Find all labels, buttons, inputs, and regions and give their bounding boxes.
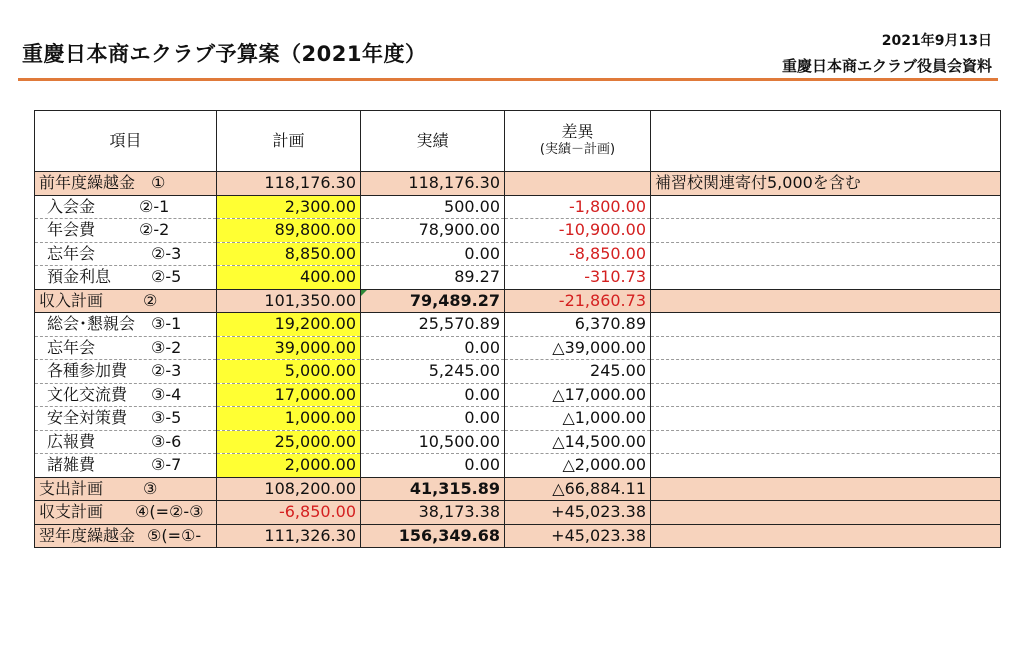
cell-actual-value: 79,489.27 [409,290,500,310]
cell-item [35,454,217,478]
table-row [35,266,1001,290]
cell-diff: △1,000.00 [505,407,651,431]
table-row [35,524,1001,548]
cell-item [35,313,217,337]
item-code: ③-5 [151,408,182,428]
cell-note [651,242,1001,266]
cell-diff: △17,000.00 [505,383,651,407]
cell-note [651,477,1001,501]
table-row [35,336,1001,360]
table-row [35,195,1001,219]
cell-diff: 6,370.89 [505,313,651,337]
cell-actual: 0.00 [361,454,505,478]
item-label: 諸雑費 [47,455,96,475]
cell-actual: 5,245.00 [361,360,505,384]
cell-item [35,383,217,407]
item-label: 前年度繰越金 [39,173,136,193]
cell-note [651,383,1001,407]
cell-plan: 5,000.00 [217,360,361,384]
item-label: 広報費 [47,431,96,451]
item-code: ④(=②-③ [135,502,204,522]
table-row [35,430,1001,454]
cell-item [35,360,217,384]
cell-plan: -6,850.00 [217,501,361,525]
cell-plan: 17,000.00 [217,383,361,407]
cell-note [651,336,1001,360]
cell-item [35,242,217,266]
cell-actual: 38,173.38 [361,501,505,525]
cell-plan: 89,800.00 [217,219,361,243]
item-label: 総会･懇親会 [47,314,136,334]
table-row [35,313,1001,337]
cell-actual: 0.00 [361,407,505,431]
cell-plan: 108,200.00 [217,477,361,501]
cell-item [35,430,217,454]
cell-item [35,524,217,548]
cell-note [651,195,1001,219]
table-row [35,407,1001,431]
item-code: ② [143,290,158,310]
cell-diff: +45,023.38 [505,524,651,548]
table-row [35,289,1001,313]
table-row [35,454,1001,478]
cell-note [651,289,1001,313]
cell-actual: 0.00 [361,242,505,266]
cell-actual: 118,176.30 [361,172,505,196]
cell-diff [505,172,651,196]
cell-note [651,501,1001,525]
col-header-diff-label: 差異 [561,122,594,141]
item-code: ②-5 [151,267,182,287]
table-row [35,242,1001,266]
cell-note [651,454,1001,478]
cell-plan: 2,300.00 [217,195,361,219]
col-header-actual: 実績 [361,111,505,172]
cell-diff: -21,860.73 [505,289,651,313]
cell-marker-icon [361,290,367,296]
cell-diff: △14,500.00 [505,430,651,454]
page-title: 重慶日本商エクラブ予算案（2021年度） [22,42,427,66]
cell-item [35,266,217,290]
cell-plan: 8,850.00 [217,242,361,266]
document-org: 重慶日本商エクラブ役員会資料 [781,57,992,75]
table-row [35,501,1001,525]
table-row [35,172,1001,196]
cell-item [35,477,217,501]
cell-item [35,195,217,219]
item-label: 安全対策費 [47,408,128,428]
cell-plan: 19,200.00 [217,313,361,337]
table-row [35,383,1001,407]
cell-note [651,219,1001,243]
item-label: 忘年会 [47,337,96,357]
cell-diff: +45,023.38 [505,501,651,525]
item-code: ②-1 [139,196,170,216]
table-row [35,219,1001,243]
table-row [35,477,1001,501]
cell-diff: -1,800.00 [505,195,651,219]
cell-item [35,501,217,525]
item-code: ③-1 [151,314,182,334]
cell-plan: 25,000.00 [217,430,361,454]
cell-diff: △39,000.00 [505,336,651,360]
cell-actual: 41,315.89 [361,477,505,501]
cell-plan: 1,000.00 [217,407,361,431]
cell-actual: 10,500.00 [361,430,505,454]
item-code: ⑤(=①- [147,525,202,545]
table-row [35,360,1001,384]
cell-actual [361,289,505,313]
item-code: ③-2 [151,337,182,357]
item-label: 翌年度繰越金 [39,525,136,545]
cell-actual: 0.00 [361,336,505,360]
cell-diff: △2,000.00 [505,454,651,478]
budget-table [34,110,1001,548]
cell-actual: 0.00 [361,383,505,407]
item-code: ②-2 [139,220,170,240]
item-label: 収入計画 [39,290,104,310]
item-code: ②-3 [151,361,182,381]
header-divider [18,78,998,81]
item-label: 支出計画 [39,478,104,498]
cell-plan: 101,350.00 [217,289,361,313]
cell-actual: 156,349.68 [361,524,505,548]
cell-item [35,336,217,360]
cell-actual: 25,570.89 [361,313,505,337]
cell-diff: △66,884.11 [505,477,651,501]
cell-actual: 500.00 [361,195,505,219]
cell-item [35,219,217,243]
cell-plan: 111,326.30 [217,524,361,548]
item-code: ③-7 [151,455,182,475]
col-header-plan: 計画 [217,111,361,172]
cell-note [651,266,1001,290]
cell-plan: 2,000.00 [217,454,361,478]
cell-item [35,289,217,313]
cell-plan: 39,000.00 [217,336,361,360]
item-label: 入会金 [47,196,96,216]
cell-diff: 245.00 [505,360,651,384]
cell-diff: -8,850.00 [505,242,651,266]
cell-note [651,313,1001,337]
item-label: 各種参加費 [47,361,128,381]
cell-item [35,407,217,431]
item-code: ① [151,173,166,193]
cell-note [651,524,1001,548]
cell-note [651,360,1001,384]
cell-diff: -310.73 [505,266,651,290]
cell-actual: 78,900.00 [361,219,505,243]
item-label: 収支計画 [39,502,104,522]
cell-diff: -10,900.00 [505,219,651,243]
item-code: ③-4 [151,384,182,404]
table-header-row [35,111,1001,172]
document-date: 2021年9月13日 [881,33,992,49]
col-header-note [651,111,1001,172]
col-header-item: 項目 [35,111,217,172]
col-header-diff [505,111,651,172]
col-header-diff-sub: (実績－計画) [539,142,616,157]
item-label: 文化交流費 [47,384,128,404]
item-label: 年会費 [47,220,96,240]
item-label: 忘年会 [47,243,96,263]
item-label: 預金利息 [47,267,112,287]
cell-plan: 400.00 [217,266,361,290]
cell-note: 補習校関連寄付5,000を含む [651,172,1001,196]
cell-note [651,430,1001,454]
cell-actual: 89.27 [361,266,505,290]
cell-note [651,407,1001,431]
item-code: ③-6 [151,431,182,451]
cell-item [35,172,217,196]
item-code: ②-3 [151,243,182,263]
cell-plan: 118,176.30 [217,172,361,196]
item-code: ③ [143,478,158,498]
